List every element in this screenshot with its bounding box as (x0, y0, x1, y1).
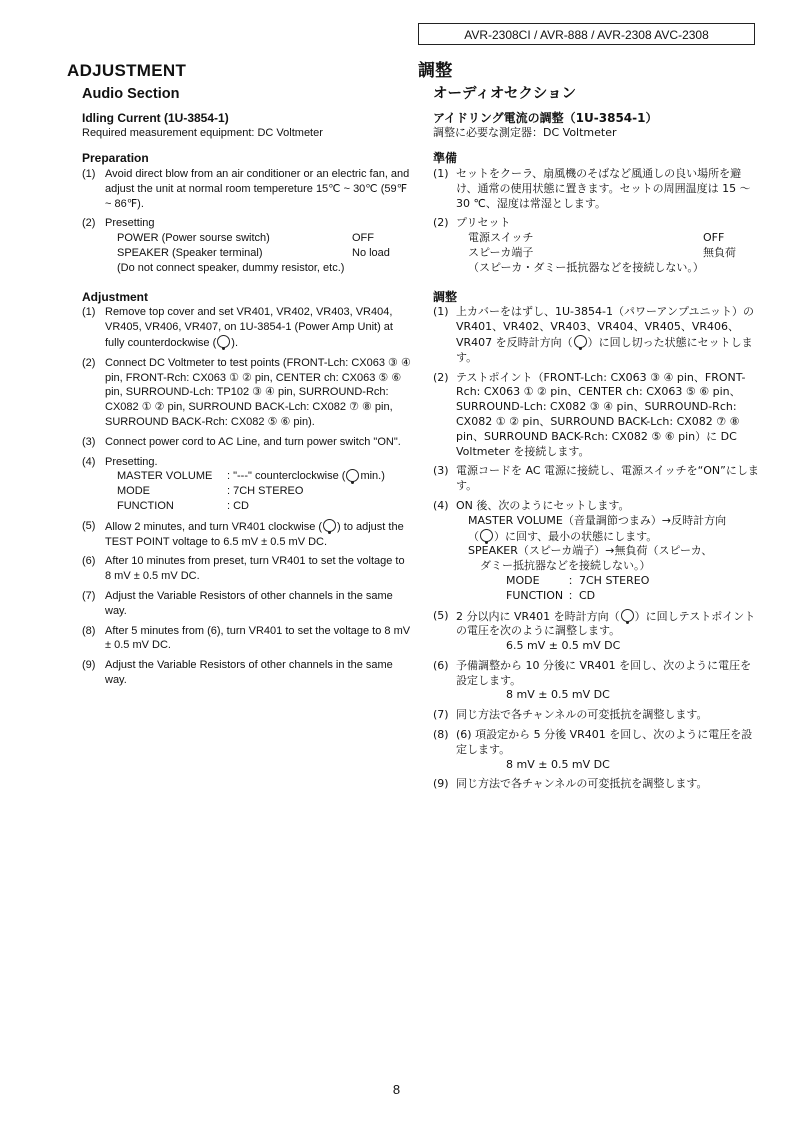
preset-row: POWER (Power sourse switch) OFF (117, 232, 374, 245)
list-item: (8) After 5 minutes from (6), turn VR401 to set the voltage to 8 mV ± 0.5 mV DC. (82, 624, 411, 652)
list-item: (3) Connect power cord to AC Line, and turn power switch "ON". (82, 435, 401, 448)
preset-row: MASTER VOLUME : "---" counterclockwise ( min.) (117, 470, 385, 483)
list-item: (1) Remove top cover and set VR401, VR402, VR403, VR404, VR405, VR406, VR407, on 1U-3854-1 (Power Amp Unit) at fully counterdockwise ( ). (82, 306, 393, 349)
preset-line: ダミー抵抗器などを接続しない。） (480, 559, 651, 573)
page-title: ADJUSTMENT (67, 61, 187, 80)
knob-icon (346, 469, 359, 482)
model-header: AVR-2308CI / AVR-888 / AVR-2308 AVC-2308 (418, 23, 755, 45)
preparation-list (67, 167, 412, 276)
list-item: (7) Adjust the Variable Resistors of other channels in the same way. (82, 589, 393, 617)
page-number: 8 (392, 1082, 401, 1097)
preset-line: SPEAKER（スピーカ端子）→無負荷（スピーカ、 (468, 544, 713, 558)
list-item: (2) テストポイント（FRONT-Lch: CX063 ③ ④ pin、FRONT-Rch: CX063 ① ② pin、CENTER ch: CX063 ⑤ ⑥ pin、SURROUND-Lch: CX082 ③ ④ pin、SURROUND-Rch: CX082 ① ② pin、SURROUND BACK-Lch: CX082 ⑦ ⑧ pin、SURROUND BACK-Rch: CX082 ⑤ ⑥ pin）に DC Voltmeter を接続します。 (433, 370, 746, 458)
list-item: (9) 同じ方法で各チャンネルの可変抵抗を調整します。 (433, 777, 708, 791)
subsection-title-ja: アイドリング電流の調整（1U-3854-1） (433, 110, 658, 125)
equipment-text: Required measurement equipment: DC Voltmeter (82, 127, 323, 140)
list-item: (5) 2 分以内に VR401 を時計方向（ ）に回しテストポイントの電圧を次のように調整します。 6.5 mV ± 0.5 mV DC (433, 609, 760, 654)
preset-row: スピーカ端子 無負荷 (468, 245, 736, 259)
list-item: (6) After 10 minutes from preset, turn VR401 to set the voltage to 8 mV ± 0.5 mV DC. (82, 555, 405, 583)
list-item: (2) Connect DC Voltmeter to test points (FRONT-Lch: CX063 ③ ④ pin, FRONT-Rch: CX063 ① ② pin, CENTER ch: CX063 ⑤ ⑥ pin, SURROUND-Lch: TP102 ③ ④ pin, SURROUND-Rch: CX082 ① ② pin, SURROUND BACK-Lch: CX082 ⑦ ⑧ pin, SURROUND BACK-Rch: CX082 ⑤ ⑥ pin). (82, 356, 411, 428)
list-item: (7) 同じ方法で各チャンネルの可変抵抗を調整します。 (433, 708, 708, 722)
list-item: (2) Presetting POWER (Power sourse switch) OFF SPEAKER (Speaker terminal) No load (Do not connect speaker, dummy resistor, etc.) (82, 216, 412, 275)
list-item: (4) ON 後、次のようにセットします。 MASTER VOLUME（音量調節つまみ）→反時計方向 （ ）に回す、最小の状態にします。 SPEAKER（スピーカ端子）→無負荷（スピーカ、 ダミー抵抗器などを接続しない。） MODE ：7CH STEREO FUNCTION ：CD (433, 499, 760, 604)
list-item: (1) セットをクーラ、扇風機のそばなど風通しの良い場所を避け、通常の使用状態に置きます。セットの周囲温度は 15 ～ 30 ℃、湿度は常湿とします。 (433, 166, 751, 210)
adjustment-list-ja (418, 305, 760, 792)
preparation-list-ja (418, 167, 760, 276)
knob-icon (574, 335, 587, 348)
knob-icon (621, 609, 634, 622)
section-title-ja: オーディオセクション (433, 85, 577, 102)
preset-row: MODE ：7CH STEREO (506, 573, 650, 587)
voltage-value: 8 mV ± 0.5 mV DC (506, 757, 610, 771)
preset-row: SPEAKER (Speaker terminal) No load (117, 246, 390, 259)
list-item: (5) Allow 2 minutes, and turn VR401 clockwise ( ) to adjust the TEST POINT voltage to 6.5 mV ± 0.5 mV DC. (82, 519, 404, 548)
list-item: (1) Avoid direct blow from an air conditioner or an electric fan, and adjust the unit at normal room tempereture 15℃ ~ 30℃ (59℉ ~ 86℉). (82, 167, 410, 210)
knob-icon (323, 519, 336, 532)
list-item: (9) Adjust the Variable Resistors of other channels in the same way. (82, 659, 393, 686)
list-item: (4) Presetting. MASTER VOLUME : "---" counterclockwise ( min.) MODE : 7CH STEREO FUNCTION : CD (82, 455, 412, 514)
knob-icon (217, 335, 230, 348)
list-item: (6) 予備調整から 10 分後に VR401 を回し、次のように電圧を設定します。 8 mV ± 0.5 mV DC (433, 659, 760, 703)
preparation-heading-ja: 準備 (433, 151, 458, 166)
japanese-column (418, 62, 760, 797)
section-title: Audio Section (82, 85, 180, 102)
adjustment-heading-ja: 調整 (433, 289, 458, 304)
english-column (67, 62, 412, 693)
preset-row: 電源スイッチ OFF (468, 231, 725, 245)
list-item: (2) プリセット 電源スイッチ OFF スピーカ端子 無負荷 （スピーカ・ダミー抵抗器などを接続しない。） (433, 216, 760, 275)
voltage-value: 8 mV ± 0.5 mV DC (506, 688, 610, 702)
adjustment-list (67, 305, 412, 687)
preset-row: FUNCTION ：CD (506, 588, 596, 602)
voltage-value: 6.5 mV ± 0.5 mV DC (506, 639, 621, 653)
preset-note: （スピーカ・ダミー抵抗器などを接続しない。） (468, 260, 704, 274)
list-item: (1) 上カバーをはずし、1U-3854-1（パワーアンプユニット）の VR401、VR402、VR403、VR404、VR405、VR406、VR407 を反時計方向（ ）に回し切った状態にセットします。 (433, 305, 754, 364)
preset-row: MODE : 7CH STEREO (117, 485, 304, 498)
list-item: (3) 電源コードを AC 電源に接続し、電源スイッチを“ON”にします。 (433, 464, 759, 493)
subsection-title: Idling Current (1U-3854-1) (82, 110, 229, 125)
preset-line: MASTER VOLUME（音量調節つまみ）→反時計方向 (468, 513, 727, 527)
equipment-text-ja: 調整に必要な測定器：DC Voltmeter (433, 126, 617, 140)
list-item: (8) (6) 項設定から 5 分後 VR401 を回し、次のように電圧を設定します。 8 mV ± 0.5 mV DC (433, 728, 760, 772)
knob-icon (480, 529, 493, 542)
preset-line: （ ）に回す、最小の状態にします。 (468, 529, 658, 543)
preset-note: (Do not connect speaker, dummy resistor, etc.) (117, 261, 345, 274)
page-title-ja: 調整 (418, 61, 453, 81)
preparation-heading: Preparation (82, 151, 149, 166)
adjustment-heading: Adjustment (82, 289, 148, 304)
preset-row: FUNCTION : CD (117, 499, 249, 512)
